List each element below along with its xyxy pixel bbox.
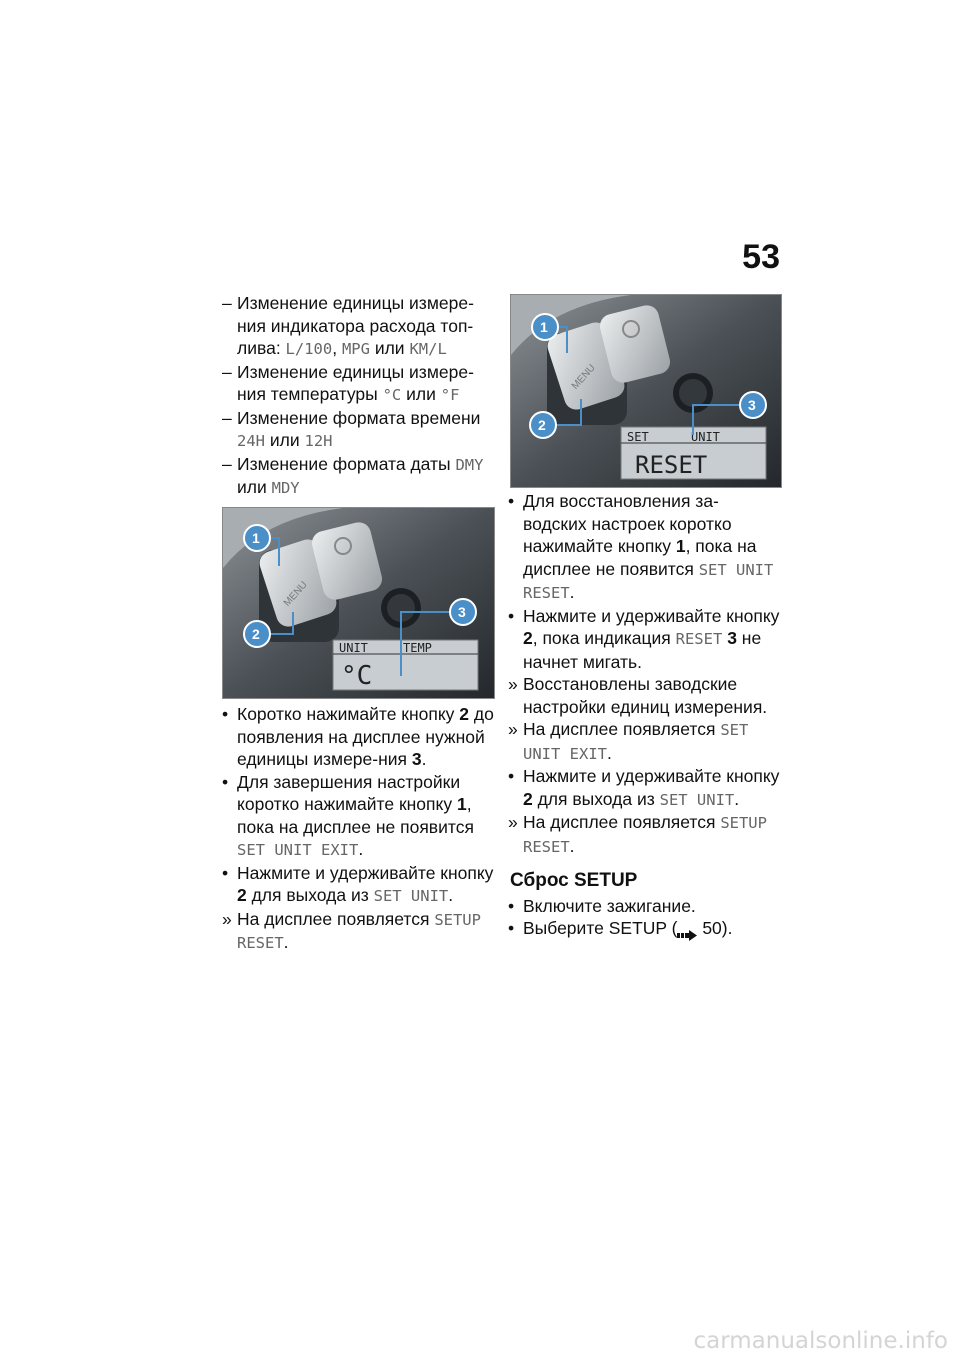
dash-item-date-format <box>222 453 494 500</box>
step-text: . <box>569 835 575 856</box>
left-column <box>222 292 494 500</box>
display-ref: 3 <box>411 749 422 769</box>
item-text: Изменение формата даты <box>237 453 456 474</box>
step-text: Нажмите и удерживайте кнопку <box>523 766 780 786</box>
dash-item-fuel-unit <box>222 292 494 361</box>
bullet: • <box>508 605 515 626</box>
step-text: Для завершения настройки коротко нажимайте кнопку <box>237 771 461 814</box>
separator: или <box>369 338 410 358</box>
step-text: . <box>283 932 289 952</box>
page-ref-arrow-icon <box>677 924 697 935</box>
callout-2: 2 <box>538 417 546 433</box>
step-hold-reset <box>508 605 780 674</box>
button-ref: 2 <box>523 788 533 809</box>
step-select-setup <box>508 917 780 940</box>
code-value: MPG <box>341 340 370 358</box>
step-text: . <box>421 749 427 769</box>
item-text: Изменение формата времени <box>237 407 481 428</box>
step-text: не начнет мигать. <box>523 628 762 672</box>
step-text: Нажмите и удерживайте кнопку <box>523 605 780 626</box>
step-text: Нажмите и удерживайте кнопку <box>237 862 494 883</box>
display-value: °C <box>341 661 373 691</box>
display-right-label: UNIT <box>691 430 720 444</box>
step-text: . <box>448 885 454 905</box>
step-text: , пока индикация <box>532 628 676 648</box>
separator: или <box>237 477 272 497</box>
step-text: На дисплее появляется <box>523 719 721 739</box>
display-right-label: TEMP <box>403 641 432 655</box>
callout-1: 1 <box>540 319 548 335</box>
code-value: L/100 <box>285 340 333 358</box>
callout-3: 3 <box>748 397 756 413</box>
handlebar-illustration <box>511 295 781 487</box>
page-number: 53 <box>742 238 780 276</box>
button-ref: 1 <box>456 794 467 814</box>
step-text: . <box>734 788 740 809</box>
dash-marker: – <box>222 293 232 313</box>
code-value: RESET <box>675 630 723 648</box>
code-value: SET UNIT RESET <box>523 560 774 602</box>
step-finish-setting <box>222 771 494 862</box>
step-text: для выхода из <box>532 788 660 809</box>
step-ignition-on <box>508 895 780 918</box>
code-value: °F <box>440 386 460 404</box>
watermark-footer: carmanualsonline.info <box>693 1328 948 1354</box>
section-heading: Сброс SETUP <box>510 870 638 891</box>
result-marker: » <box>508 719 518 739</box>
step-text: Включите зажигание. <box>523 895 696 916</box>
step-text: На дисплее появляется <box>237 908 435 929</box>
step-text: . <box>607 742 612 763</box>
code-value: SET UNIT <box>373 887 449 905</box>
dash-item-time-format <box>222 407 494 453</box>
bullet: • <box>222 862 229 883</box>
code-value: SET UNIT <box>659 790 735 809</box>
handlebar-illustration <box>223 508 494 698</box>
bullet: • <box>508 491 515 511</box>
callout-2: 2 <box>252 626 260 642</box>
step-text: . <box>358 839 364 859</box>
step-text: Выберите SETUP ( <box>523 918 678 938</box>
step-result-exit <box>508 718 780 765</box>
dash-marker: – <box>222 407 232 428</box>
display-value: RESET <box>635 451 708 479</box>
code-value: 24H <box>237 432 265 450</box>
display-left-label: SET <box>627 430 649 444</box>
item-text: Изменение единицы измере-ния температуры <box>237 361 474 404</box>
step-text: Восстановлены заводские настройки единиц измерения. <box>523 674 768 717</box>
button-ref: 1 <box>675 536 686 556</box>
display-ref: 3 <box>727 628 737 648</box>
item-text: Изменение единицы измере-ния индикатора расхода топ-лива: <box>237 293 474 358</box>
code-value: SET UNIT EXIT <box>237 841 359 859</box>
step-text: На дисплее появляется <box>523 812 721 832</box>
dash-item-temp-unit <box>222 361 494 407</box>
figure-unit-temp <box>222 507 495 699</box>
step-text: Для восстановления за-водских настроек коротко нажимайте кнопку <box>523 491 732 556</box>
result-marker: » <box>222 908 232 929</box>
bullet: • <box>508 895 515 916</box>
step-text: ). <box>721 918 733 938</box>
result-marker: » <box>508 674 518 694</box>
step-result-setup-reset <box>508 811 780 858</box>
button-ref: 2 <box>523 628 533 648</box>
code-value: MDY <box>271 479 300 497</box>
button-ref: 2 <box>237 885 247 905</box>
separator: , <box>332 338 342 358</box>
step-text: . <box>569 582 575 602</box>
step-text: , пока на дисплее не появится <box>523 536 757 579</box>
step-restore-defaults <box>508 490 780 605</box>
right-column <box>508 490 780 940</box>
result-marker: » <box>508 812 518 832</box>
step-text: , пока на дисплее не появится <box>237 794 474 837</box>
dash-marker: – <box>222 453 232 474</box>
left-steps <box>222 703 494 955</box>
callout-3: 3 <box>458 604 466 620</box>
dash-marker: – <box>222 361 232 382</box>
button-ref: 2 <box>459 704 470 724</box>
bullet: • <box>222 771 229 792</box>
step-hold-exit <box>508 765 780 811</box>
display-left-label: UNIT <box>339 641 368 655</box>
menu-button-label: MENU <box>281 579 310 609</box>
code-value: SETUP RESET <box>523 814 767 856</box>
figure-set-unit-reset <box>510 294 782 488</box>
page-ref: 50 <box>702 918 722 938</box>
callout-1: 1 <box>252 530 260 546</box>
step-result <box>222 908 494 955</box>
step-hold-exit <box>222 862 494 908</box>
bullet: • <box>222 704 229 724</box>
code-value: 12H <box>304 432 333 450</box>
separator: или <box>265 430 305 450</box>
code-value: SETUP RESET <box>237 910 481 952</box>
step-text: для выхода из <box>246 885 374 905</box>
code-value: SET UNIT EXIT <box>523 721 749 763</box>
menu-button-label: MENU <box>569 362 598 392</box>
bullet: • <box>508 766 515 786</box>
bullet: • <box>508 918 515 938</box>
step-press-2 <box>222 703 494 771</box>
code-value: KM/L <box>409 340 447 358</box>
code-value: °C <box>382 386 402 404</box>
separator: или <box>401 384 441 404</box>
step-text: до появления на дисплее нужной единицы измере-ния <box>237 704 494 769</box>
step-result-restored <box>508 673 780 718</box>
step-text: Коротко нажимайте кнопку <box>237 704 460 724</box>
code-value: DMY <box>455 455 484 474</box>
